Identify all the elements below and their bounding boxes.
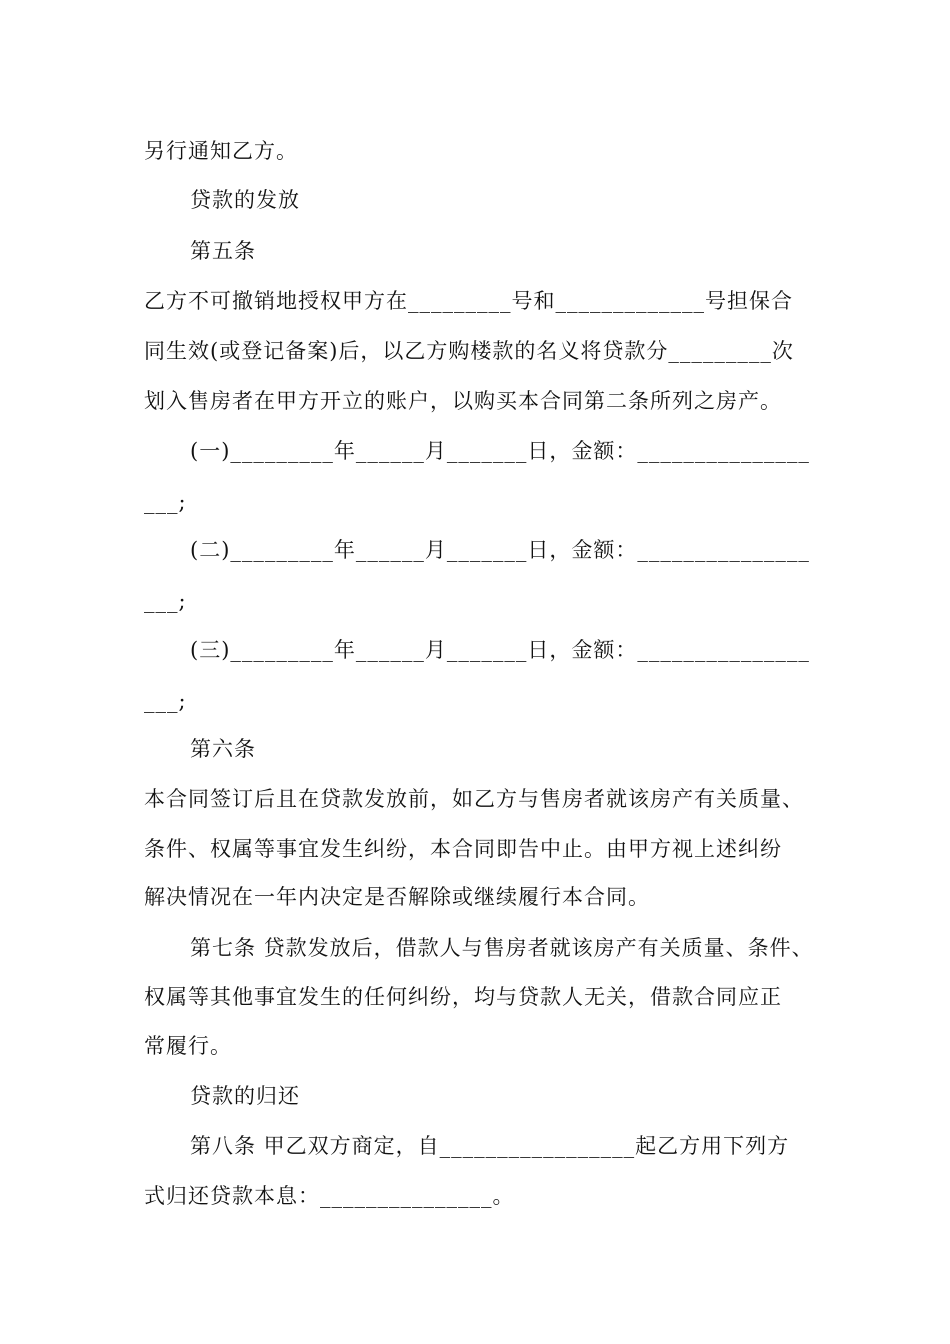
section-heading: 贷款的发放 [190, 188, 300, 212]
text-line: 划入售房者在甲方开立的账户，以购买本合同第二条所列之房产。 [144, 389, 782, 413]
installment-line: (三)_________年______月_______日，金额：_______________ [190, 638, 810, 662]
section-heading: 贷款的归还 [190, 1084, 300, 1108]
text-line: 解决情况在一年内决定是否解除或继续履行本合同。 [144, 885, 650, 909]
text-line: 式归还贷款本息：_______________。 [144, 1184, 515, 1208]
text-line: ___; [144, 490, 187, 514]
text-line: 权属等其他事宜发生的任何纠纷，均与贷款人无关，借款合同应正 [144, 985, 782, 1009]
installment-line: (一)_________年______月_______日，金额：_______________ [190, 439, 810, 463]
text-line: 第八条 甲乙双方商定，自_________________起乙方用下列方 [190, 1134, 790, 1158]
text-line: 第七条 贷款发放后，借款人与售房者就该房产有关质量、条件、 [190, 936, 814, 960]
text-line: 乙方不可撤销地授权甲方在_________号和_____________号担保合 [144, 289, 793, 313]
text-line: ___; [144, 589, 187, 613]
text-line: 另行通知乙方。 [144, 139, 298, 163]
installment-line: (二)_________年______月_______日，金额：_______________ [190, 538, 810, 562]
text-line: 同生效(或登记备案)后，以乙方购楼款的名义将贷款分_________次 [144, 339, 794, 363]
article-heading: 第五条 [190, 239, 256, 263]
text-line: 条件、权属等事宜发生纠纷，本合同即告中止。由甲方视上述纠纷 [144, 837, 782, 861]
article-heading: 第六条 [190, 737, 256, 761]
text-line: 本合同签订后且在贷款发放前，如乙方与售房者就该房产有关质量、 [144, 787, 804, 811]
text-line: 常履行。 [144, 1034, 232, 1058]
text-line: ___; [144, 689, 187, 713]
